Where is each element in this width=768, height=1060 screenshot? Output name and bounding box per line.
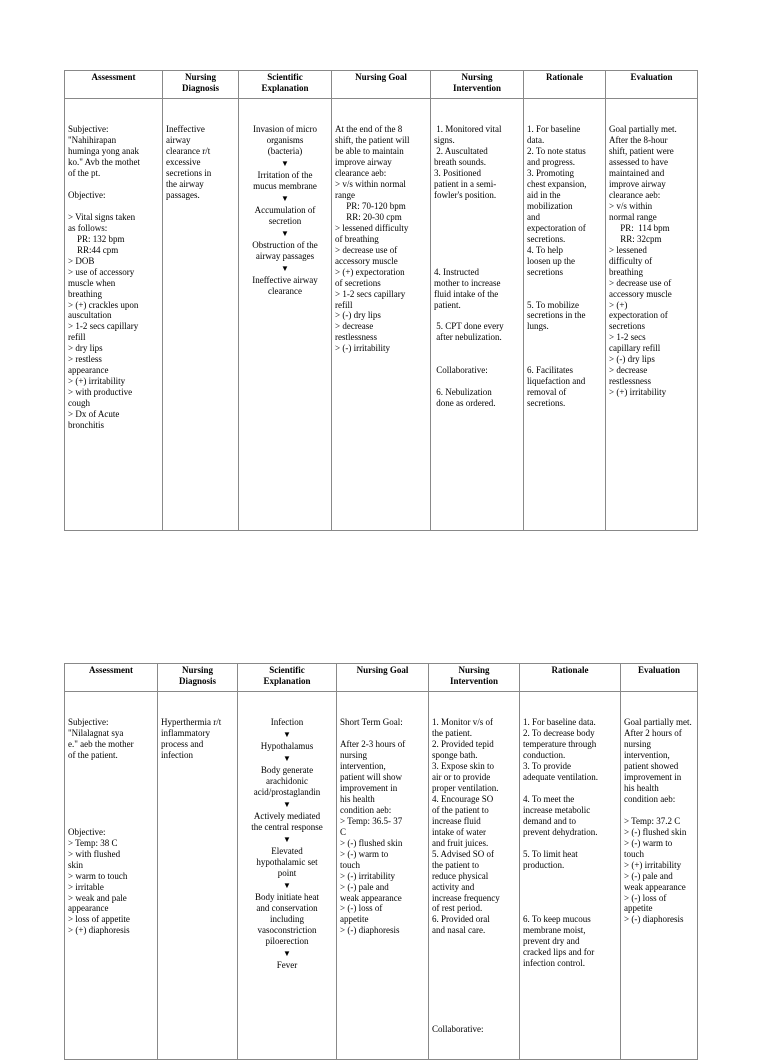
diagnosis-cell: Ineffective airway clearance r/t excessive secretions in the airway passages.: [163, 99, 239, 531]
header-goal: Nursing Goal: [332, 71, 431, 99]
table-row: [65, 99, 698, 531]
evaluation-cell: Goal partially met. After the 8-hour shift, patient were assessed to have maintained and improve airway clearance aeb: > v/s within normal range PR: 114 bpm RR: 32cpm > lessened difficulty of breathing > decrease use of accessory muscle > (+) expectoration of secretions > 1-2 secs capillary refill > (-) dry lips > decrease restlessness > (+) irritability: [606, 99, 698, 531]
arrow-down-icon: ▼: [283, 834, 291, 844]
arrow-down-icon: ▼: [283, 753, 291, 763]
explanation-step: Obstruction of the airway passages: [252, 239, 318, 261]
goal-cell: Short Term Goal: After 2-3 hours of nursing intervention, patient will show improvement in his health condition aeb: > Temp: 36.5- 37 C > (-) flushed skin > (-) warm to touch > (-) irritability > (-) pale and weak appearance > (-) loss of appetite > (-) diaphoresis: [337, 692, 429, 1060]
arrow-down-icon: ▼: [283, 729, 291, 739]
explanation-step: Body generate arachidonic acid/prostaglandin: [253, 764, 321, 797]
header-row: [65, 664, 698, 692]
header-assessment: Assessment: [65, 71, 163, 99]
arrow-down-icon: ▼: [283, 948, 291, 958]
explanation-step: Hypothalamus: [260, 740, 314, 751]
header-explanation: Scientific Explanation: [238, 664, 337, 692]
care-plan-table-hyperthermia: [64, 663, 698, 1060]
table-row: [65, 692, 698, 1060]
explanation-step: Invasion of micro organisms (bacteria): [253, 124, 317, 156]
header-row: [65, 71, 698, 99]
explanation-step: Body initiate heat and conservation including vasoconstriction piloerection: [255, 891, 319, 946]
intervention-cell: 1. Monitored vital signs. 2. Auscultated breath sounds. 3. Positioned patient in a semi- fowler's position. 4. Instructed mother to increase fluid intake of the patient. 5. CPT done every after nebulization. Collaborative: 6. Nebulization done as ordered.: [431, 99, 524, 531]
evaluation-cell: Goal partially met. After 2 hours of nursing intervention, patient showed improvement in his health condition aeb: > Temp: 37.2 C > (-) flushed skin > (-) warm to touch > (+) irritability > (-) pale and weak appearance > (-) loss of appetite > (-) diaphoresis: [621, 692, 698, 1060]
arrow-down-icon: ▼: [283, 799, 291, 809]
header-diagnosis: Nursing Diagnosis: [163, 71, 239, 99]
header-rationale: Rationale: [520, 664, 621, 692]
intervention-cell: 1. Monitor v/s of the patient. 2. Provided tepid sponge bath. 3. Expose skin to air or to provide proper ventilation. 4. Encourage SO of the patient to increase fluid intake of water and fruit juices. 5. Advised SO of the patient to reduce physical activity and increase frequency of rest period. 6. Provided oral and nasal care. Collaborative:: [429, 692, 520, 1060]
explanation-step: Actively mediated the central response: [251, 810, 323, 832]
rationale-cell: 1. For baseline data. 2. To decrease body temperature through conduction. 3. To provide adequate ventilation. 4. To meet the increase metabolic demand and to prevent dehydration. 5. To limit heat production. 6. To keep mucous membrane moist, prevent dry and cracked lips and for infection control.: [520, 692, 621, 1060]
arrow-down-icon: ▼: [283, 880, 291, 890]
explanation-step: Accumulation of secretion: [254, 204, 316, 226]
arrow-down-icon: ▼: [281, 193, 289, 203]
explanation-step: Ineffective airway clearance: [252, 274, 318, 296]
rationale-cell: 1. For baseline data. 2. To note status and progress. 3. Promoting chest expansion, aid in the mobilization and expectoration of secretions. 4. To help loosen up the secretions 5. To mobilize secretions in the lungs. 6. Facilitates liquefaction and removal of secretions.: [524, 99, 606, 531]
explanation-cell: [238, 692, 337, 1060]
header-intervention: Nursing Intervention: [431, 71, 524, 99]
arrow-down-icon: ▼: [281, 263, 289, 273]
assessment-cell: Subjective: "Nahihirapan huminga yong anak ko." Avb the mothet of the pt. Objective: > Vital signs taken as follows: PR: 132 bpm RR:44 cpm > DOB > use of accessory muscle when breathing > (+) crackles upon auscultation > 1-2 secs capillary refill > dry lips > restless appearance > (+) irritability > with productive cough > Dx of Acute bronchitis: [65, 99, 163, 531]
header-evaluation: Evaluation: [621, 664, 698, 692]
explanation-step: Elevated hypothalamic set point: [256, 845, 318, 878]
header-goal: Nursing Goal: [337, 664, 429, 692]
explanation-cell: [239, 99, 332, 531]
explanation-step: Infection: [270, 717, 304, 727]
explanation-step: Irritation of the mucus membrane: [253, 169, 317, 191]
arrow-down-icon: ▼: [281, 158, 289, 168]
care-plan-table-airway: [64, 70, 698, 531]
header-rationale: Rationale: [524, 71, 606, 99]
header-assessment: Assessment: [65, 664, 158, 692]
header-evaluation: Evaluation: [606, 71, 698, 99]
header-diagnosis: Nursing Diagnosis: [158, 664, 238, 692]
goal-cell: At the end of the 8 shift, the patient will be able to maintain improve airway clearance aeb: > v/s within normal range PR: 70-120 bpm RR: 20-30 cpm > lessened difficulty of breathing > decrease use of accessory muscle > (+) expectoration of secretions > 1-2 secs capillary refill > (-) dry lips > decrease restlessness > (-) irritability: [332, 99, 431, 531]
header-explanation: Scientific Explanation: [239, 71, 332, 99]
assessment-cell: Subjective: "Nilalagnat sya e." aeb the mother of the patient. Objective: > Temp: 38 C > with flushed skin > warm to touch > irritable > weak and pale appearance > loss of appetite > (+) diaphoresis: [65, 692, 158, 1060]
explanation-step: Fever: [276, 959, 298, 970]
arrow-down-icon: ▼: [281, 228, 289, 238]
diagnosis-cell: Hyperthermia r/t inflammatory process and infection: [158, 692, 238, 1060]
header-intervention: Nursing Intervention: [429, 664, 520, 692]
